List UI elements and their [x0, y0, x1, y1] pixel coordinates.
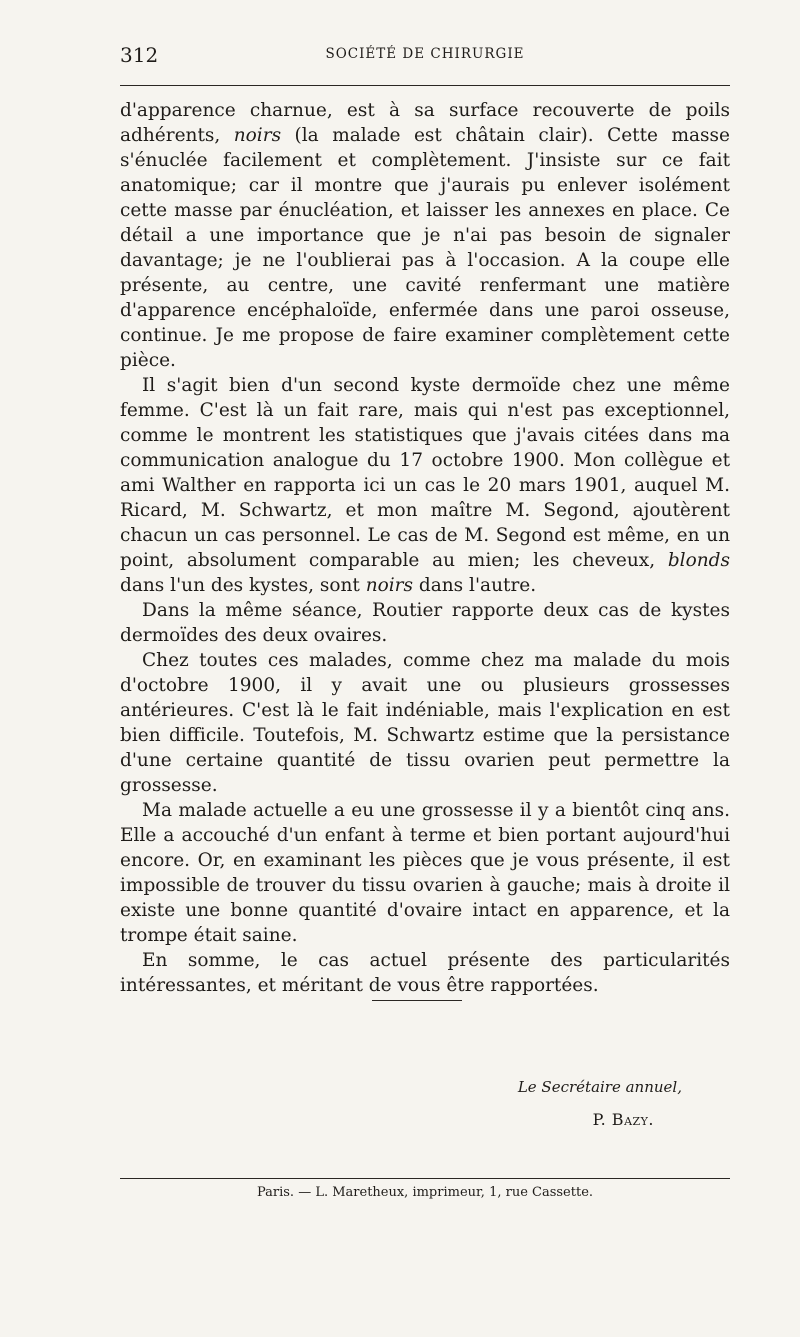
body-text [120, 98, 730, 998]
printer-imprint: Paris. — L. Maretheux, imprimeur, 1, rue Cassette. [256, 1185, 594, 1200]
paragraph-1: d'apparence charnue, est à sa surface recouverte de poils adhérents, noirs (la malade est châtain clair). Cette masse s'énuclée facilement et complètement. J'insiste sur ce fait anatomique; car il montre que j'aurais pu enlever isolément cette masse par énucléation, et laisser les annexes en place. Ce détail a une importance que je n'ai pas besoin de signaler davantage; je ne l'oublierai pas à l'occasion. A la coupe elle présente, au centre, une cavité renfermant une matière d'apparence encéphaloïde, enfermée dans une paroi osseuse, continue. Je me propose de faire examiner complètement cette pièce. [120, 100, 730, 371]
italic-word: noirs [233, 125, 282, 146]
section-divider [372, 1000, 462, 1001]
signature-name: P. Bazy. [592, 1110, 654, 1129]
header-rule [120, 85, 730, 86]
page-number: 312 [120, 43, 159, 67]
paragraph-3: Dans la même séance, Routier rapporte deux cas de kystes dermoïdes des deux ovaires. [120, 600, 730, 646]
signature-role: Le Secrétaire annuel, [517, 1078, 682, 1096]
footer-rule [120, 1178, 730, 1179]
paragraph-4: Chez toutes ces malades, comme chez ma malade du mois d'octobre 1900, il y avait une ou plusieurs grossesses antérieures. C'est là le fait indéniable, mais l'explication en est bien difficile. Toutefois, M. Schwartz estime que la persistance d'une certaine quantité de tissu ovarien peut permettre la grossesse. [120, 650, 730, 796]
paragraph-2: Il s'agit bien d'un second kyste dermoïde chez une même femme. C'est là un fait rare, mais qui n'est pas exceptionnel, comme le montrent les statistiques que j'avais citées dans ma communication analogue du 17 octobre 1900. Mon collègue et ami Walther en rapporta ici un cas le 20 mars 1901, auquel M. Ricard, M. Schwartz, et mon maître M. Segond, ajoutèrent chacun un cas personnel. Le cas de M. Segond est même, en un point, absolument comparable au mien; les cheveux, blonds dans l'un des kystes, sont noirs dans l'autre. [120, 375, 730, 596]
page-header [120, 40, 730, 80]
paragraph-5: Ma malade actuelle a eu une grossesse il y a bientôt cinq ans. Elle a accouché d'un enfant à terme et bien portant aujourd'hui encore. Or, en examinant les pièces que je vous présente, il est impossible de trouver du tissu ovarien à gauche; mais à droite il existe une bonne quantité d'ovaire intact en apparence, et la trompe était saine. [120, 800, 730, 946]
running-title: SOCIÉTÉ DE CHIRURGIE [325, 46, 525, 62]
paragraph-6: En somme, le cas actuel présente des particularités intéressantes, et méritant de vous être rapportées. [120, 950, 730, 996]
italic-word: blonds [667, 550, 730, 571]
italic-word: noirs [365, 575, 414, 596]
signature-block [518, 1078, 682, 1129]
